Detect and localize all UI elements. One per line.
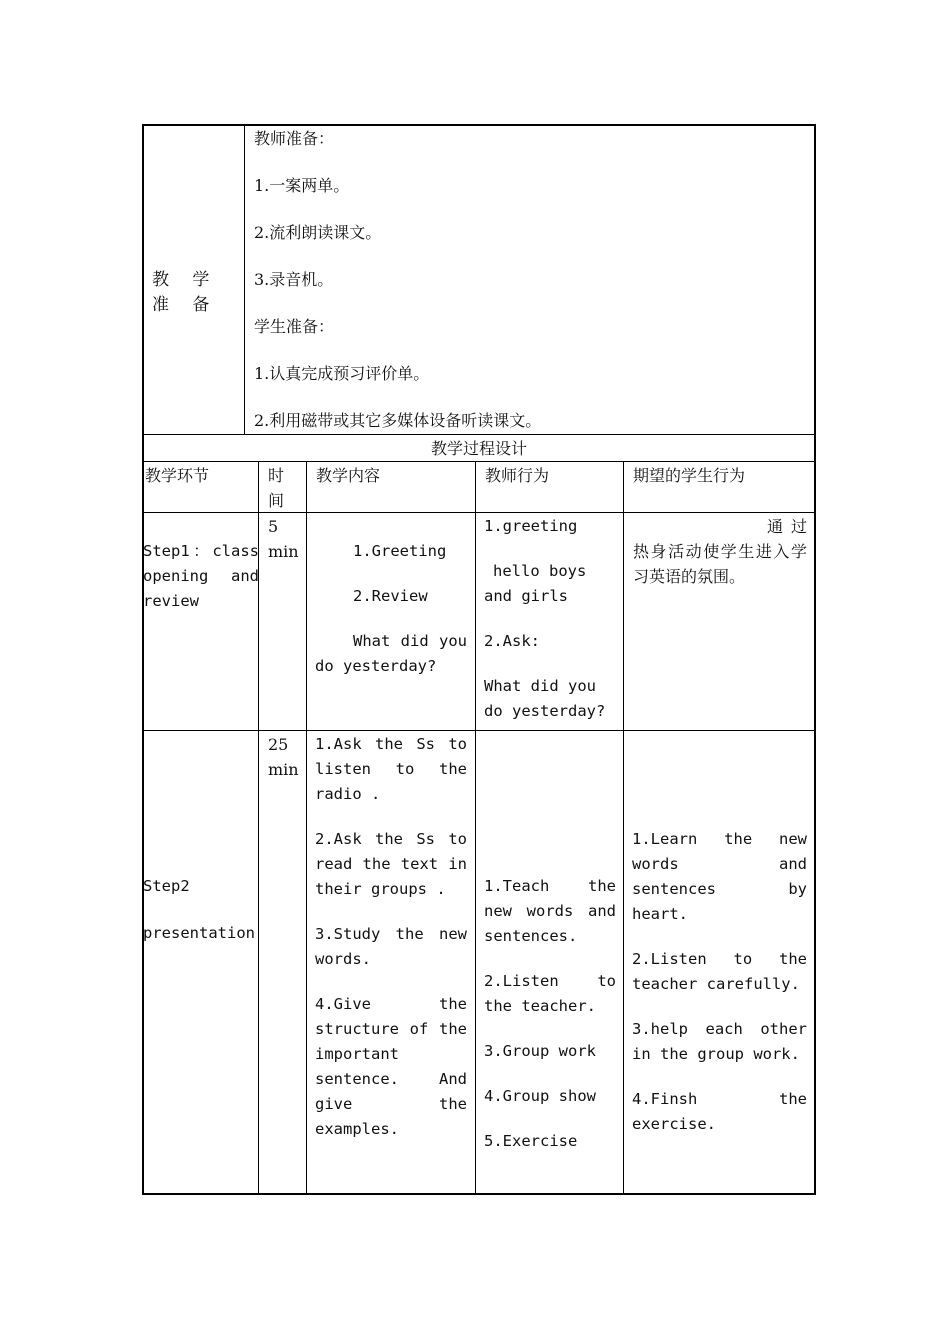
step1-content — [315, 539, 467, 679]
teacher-prep-item: 2.流利朗读课文。 — [254, 223, 382, 242]
step2-content-item: 1.Ask the Ss to listen to the radio . — [315, 735, 467, 803]
step1-student-text: 通过热身活动使学生进入学习英语的氛围。 — [633, 517, 807, 586]
step1-teacher — [484, 514, 614, 724]
border — [142, 512, 816, 513]
prep-content — [254, 126, 810, 433]
teacher-prep-item: 1.一案两单。 — [254, 176, 350, 195]
border — [623, 461, 624, 1194]
step2-student-item: 4.Finsh the exercise. — [632, 1090, 807, 1133]
border — [142, 434, 816, 435]
border — [306, 461, 307, 1194]
process-title-text: 教学过程设计 — [430, 439, 527, 458]
step2-stage-line: Step2 — [143, 877, 190, 895]
student-prep-item: 1.认真完成预习评价单。 — [254, 364, 430, 383]
step2-teacher-item: 2.Listen to the teacher. — [484, 972, 616, 1015]
step2-stage — [143, 874, 259, 946]
step2-student — [632, 827, 807, 1137]
step1-content-item: 1.Greeting — [353, 542, 447, 560]
teacher-prep-title: 教师准备： — [254, 129, 335, 148]
step2-teacher-item: 4.Group show — [484, 1087, 596, 1105]
header-teacher: 教师行为 — [485, 466, 550, 485]
student-prep-item: 2.利用磁带或其它多媒体设备听读课文。 — [254, 411, 542, 430]
step2-teacher-item: 3.Group work — [484, 1042, 596, 1060]
step2-content-item: 3.Study the new words. — [315, 925, 467, 968]
step2-content-item: 4.Give the structure of the important sentence. And give the examples. — [315, 995, 467, 1138]
step1-content-item: 2.Review — [353, 587, 428, 605]
step1-teacher-item: What did you do yesterday? — [484, 677, 606, 720]
step1-teacher-item: hello boys and girls — [484, 562, 587, 605]
step2-teacher-item: 5.Exercise — [484, 1132, 578, 1150]
step2-teacher — [484, 874, 616, 1154]
border — [142, 730, 816, 731]
step2-student-item: 3.help each other in the group work. — [632, 1020, 807, 1063]
step1-content-item: What did you do yesterday? — [315, 632, 467, 675]
border — [814, 124, 816, 1195]
step1-teacher-item: 2.Ask: — [484, 632, 540, 650]
teacher-prep-item: 3.录音机。 — [254, 270, 334, 289]
step2-content-item: 2.Ask the Ss to read the text in their groups . — [315, 830, 467, 898]
step2-stage-line: presentation — [143, 924, 255, 942]
step2-student-item: 2.Listen to the teacher carefully. — [632, 950, 807, 993]
step2-student-item: 1.Learn the new words and sentences by heart. — [632, 830, 807, 923]
border — [244, 124, 245, 435]
step2-content — [315, 732, 467, 1142]
border — [475, 461, 476, 1194]
header-stage: 教学环节 — [145, 466, 210, 485]
process-title — [144, 436, 814, 461]
step1-stage: Step1：class opening and review — [143, 542, 259, 610]
header-student: 期望的学生行为 — [633, 466, 746, 485]
student-prep-title: 学生准备： — [254, 317, 335, 336]
step1-time: 5 min — [268, 517, 299, 561]
step2-time: 25 min — [268, 735, 299, 779]
step1-student — [633, 514, 807, 589]
prep-label — [152, 268, 236, 318]
border — [142, 1193, 816, 1195]
prep-label-text: 教 学 准 备 — [152, 270, 219, 315]
step1-teacher-item: 1.greeting — [484, 517, 578, 535]
header-time: 时间 — [268, 466, 285, 510]
border — [142, 124, 144, 1195]
step2-teacher-item: 1.Teach the new words and sentences. — [484, 877, 616, 945]
header-content: 教学内容 — [316, 466, 381, 485]
border — [142, 461, 816, 462]
